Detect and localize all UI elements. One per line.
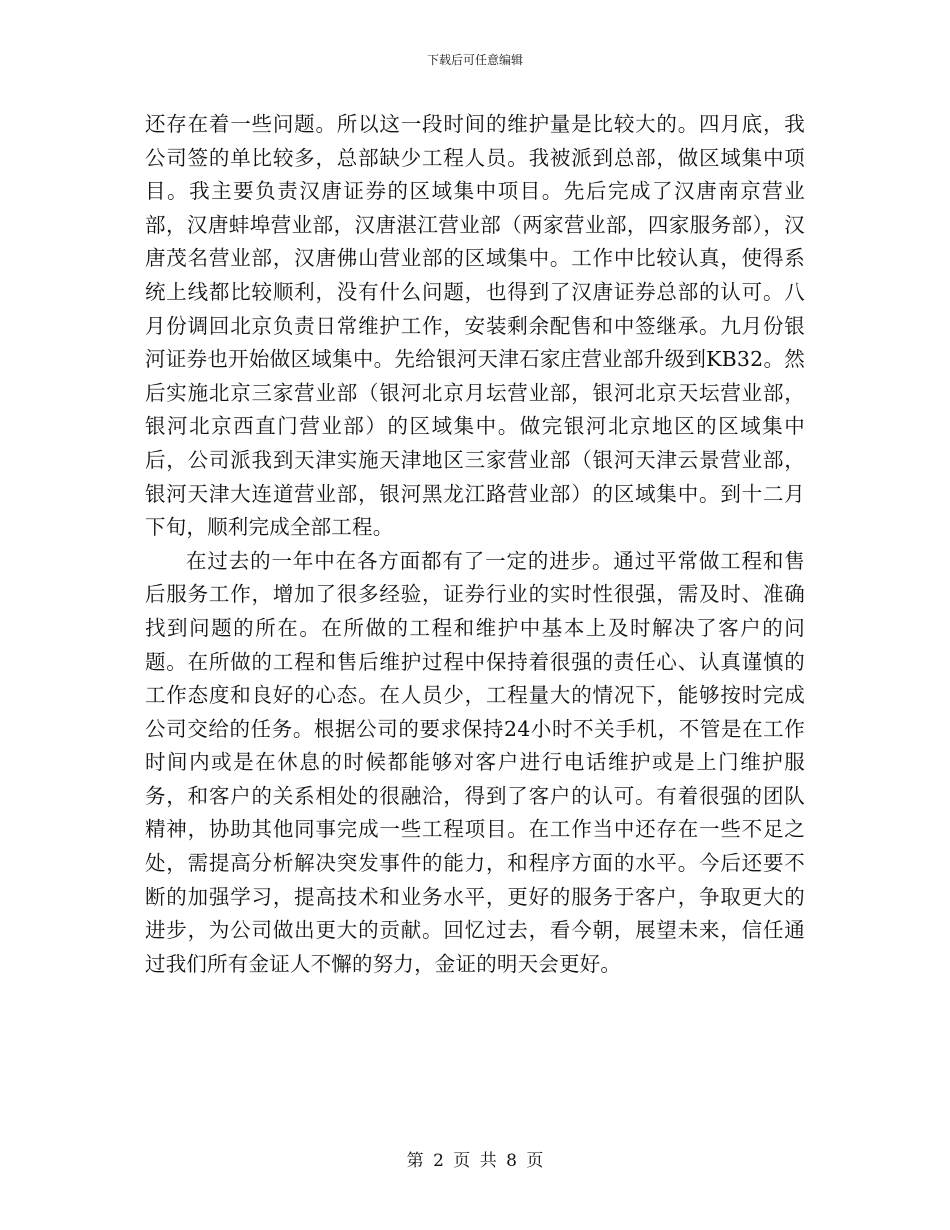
paragraph-1: 还存在着一些问题。所以这一段时间的维护量是比较大的。四月底，我公司签的单比较多，总部缺少工程人员。我被派到总部，做区域集中项目。我主要负责汉唐证券的区域集中项目。先后完成了汉唐南京营业部，汉唐蚌埠营业部，汉唐湛江营业部（两家营业部，四家服务部），汉唐茂名营业部，汉唐佛山营业部的区域集中。工作中比较认真，使得系统上线都比较顺利，没有什么问题，也得到了汉唐证券总部的认可。八月份调回北京负责日常维护工作，安装剩余配售和中签继承。九月份银河证券也开始做区域集中。先给银河天津石家庄营业部升级到KB32。然后实施北京三家营业部（银河北京月坛营业部，银河北京天坛营业部，银河北京西直门营业部）的区域集中。做完银河北京地区的区域集中后，公司派我到天津实施天津地区三家营业部（银河天津云景营业部，银河天津大连道营业部，银河黑龙江路营业部）的区域集中。到十二月下旬，顺利完成全部工程。 — [145, 112, 805, 540]
paragraph-2: 在过去的一年中在各方面都有了一定的进步。通过平常做工程和售后服务工作，增加了很多经验，证券行业的实时性很强，需及时、准确找到问题的所在。在所做的工程和维护中基本上及时解决了客户的问题。在所做的工程和售后维护过程中保持着很强的责任心、认真谨慎的工作态度和良好的心态。在人员少，工程量大的情况下，能够按时完成公司交给的任务。根据公司的要求保持24小时不关手机，不管是在工作时间内或是在休息的时候都能够对客户进行电话维护或是上门维护服务，和客户的关系相处的很融洽，得到了客户的认可。有着很强的团队精神，协助其他同事完成一些工程项目。在工作当中还存在一些不足之处，需提高分析解决突发事件的能力，和程序方面的水平。今后还要不断的加强学习，提高技术和业务水平，更好的服务于客户，争取更大的进步，为公司做出更大的贡献。回忆过去，看今朝，展望未来，信任通过我们所有金证人不懈的努力，金证的明天会更好。 — [145, 548, 805, 976]
page-number: 第 2 页 共 8 页 — [406, 1151, 544, 1171]
document-body — [145, 108, 805, 981]
page-header: 下载后可任意编辑 — [426, 53, 523, 67]
